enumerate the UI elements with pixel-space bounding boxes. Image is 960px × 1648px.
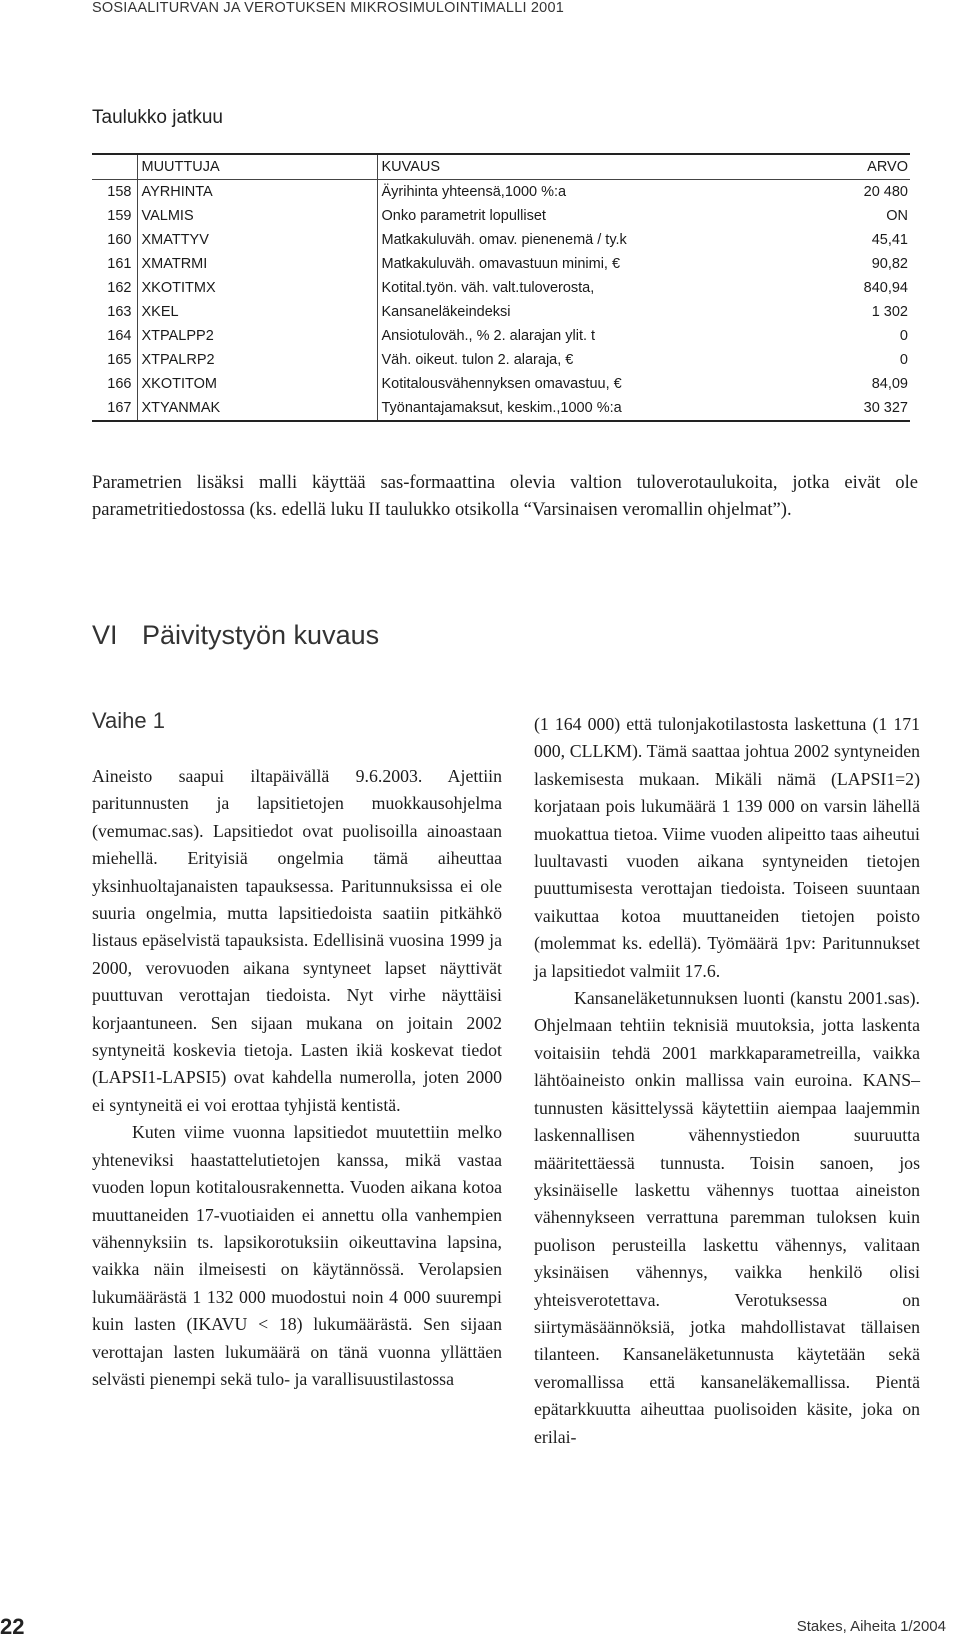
table-row <box>92 204 910 228</box>
body-paragraph: (1 164 000) että tulonjakotilastosta laskettuna (1 171 000, CLLKM). Tämä saattaa johtua 2002 syntyneiden laskemisesta mukaan. Mikäli nämä (LAPSI1=2) korjataan pois lukumäärä 1 139 000 on varsin lähellä muokattua tietoa. Viime vuoden alipeitto taas aiheutui luultavasti vuoden aikana syntyneiden tietojen puuttumisesta verottajan tiedoista. Toiseen suuntaan vaikuttaa kotoa muuttaneiden tietojen poisto (molemmat ks. edellä). Työmäärä 1pv: Paritunnukset ja lapsitiedot valmiit 17.6. <box>534 714 920 981</box>
row-description: Ansiotuloväh., % 2. alarajan ylit. t <box>377 324 795 348</box>
page-number: 22 <box>0 1614 25 1639</box>
table-header-row <box>92 154 910 180</box>
running-head: SOSIAALITURVAN JA VEROTUKSEN MIKROSIMULOINTIMALLI 2001 <box>92 0 564 16</box>
right-text-column <box>534 711 920 1451</box>
row-description: Kotital.työn. väh. valt.tuloverosta, <box>377 276 795 300</box>
row-value: 0 <box>899 352 908 368</box>
table-caption: Taulukko jatkuu <box>92 107 223 128</box>
table-row <box>92 228 910 252</box>
row-variable: XTYANMAK <box>137 396 377 421</box>
row-number: 161 <box>107 256 132 272</box>
row-value: 30 327 <box>795 396 910 421</box>
table-row <box>92 324 910 348</box>
row-value: 84,09 <box>871 376 908 392</box>
row-variable: XKOTITMX <box>137 276 377 300</box>
row-number: 158 <box>107 184 132 200</box>
row-number: 162 <box>107 280 132 296</box>
section-number: VI <box>92 620 118 650</box>
body-paragraph: Kuten viime vuonna lapsitiedot muutettiin melko yhteneviksi haastattelutietojen kanssa, mikä vastaa vuoden lopun kotitalousrakennetta. Vuoden aikana kotoa muuttaneiden 17-vuotiaiden ei annettu olla vanhempien vähennyksiin ts. lapsikorotuksiin oikeuttavina lapsina, vaikka näin ilmeisesti on käytännössä. Verolapsien lukumäärästä 1 132 000 muodostui noin 4 000 suurempi kuin lasten (IKAVU < 18) lukumäärästä. Sen sijaan verottajan lasten lukumäärä on tänä vuonna yllättäen selvästi pienempi sekä tulo- ja varallisuustilastossa <box>92 1122 502 1389</box>
row-description: Kotitalousvähennyksen omavastuu, € <box>377 372 795 396</box>
section-heading <box>92 620 379 651</box>
row-variable: VALMIS <box>137 204 377 228</box>
table-row <box>92 180 910 205</box>
row-number: 159 <box>107 208 132 224</box>
row-variable: XMATRMI <box>137 252 377 276</box>
row-value: 90,82 <box>871 256 908 272</box>
row-value: 840,94 <box>863 280 908 296</box>
table-row <box>92 300 910 324</box>
row-number: 164 <box>107 328 132 344</box>
row-description: Onko parametrit lopulliset <box>377 204 795 228</box>
row-description: Matkakuluväh. omav. pienenemä / ty.k <box>377 228 795 252</box>
row-value: 20 480 <box>863 184 908 200</box>
footer-source: Stakes, Aiheita 1/2004 <box>796 1618 946 1635</box>
row-description: Työnantajamaksut, keskim.,1000 %:a <box>377 396 795 421</box>
row-number: 160 <box>107 232 132 248</box>
row-variable: XTPALRP2 <box>137 348 377 372</box>
parameter-table <box>92 153 910 422</box>
table-row <box>92 252 910 276</box>
row-number: 167 <box>92 396 137 421</box>
table-row <box>92 372 910 396</box>
body-paragraph: Kansaneläketunnuksen luonti (kanstu 2001.sas). Ohjelmaan tehtiin teknisiä muutoksia, jotta laskenta voitaisiin tehdä 2001 markkaparametreilla, vaikka lähtöaineisto onkin mallissa vain euroina. KANS–tunnusten käsittelyssä käytettiin aiempaa laajemmin laskennallisen vähennystiedon suuruutta määritettäessä tunnusta. Toisin sanoen, jos yksinäiselle laskettu vähennys tuottaa aineiston vähennykseen verrattuna paremman tuloksen kuin puolison perusteilla laskettu vähennys, valitaan yksinäisen vähennys, vaikka henkilö olisi yhteisverotettava. Verotuksessa on siirtymäsäännöksiä, jotka mahdollistavat tällaisen tilanteen. Kansaneläketunnusta käytetään sekä veromallissa että kansaneläkemallissa. Pientä epätarkkuutta aiheuttaa puolisoiden käsite, joka on erilai- <box>534 988 920 1447</box>
table-row <box>92 396 910 421</box>
row-variable: XTPALPP2 <box>137 324 377 348</box>
row-description: Kansaneläkeindeksi <box>377 300 795 324</box>
section-title: Päivitystyön kuvaus <box>142 620 380 650</box>
header-variable: MUUTTUJA <box>137 154 377 180</box>
row-value: 0 <box>899 328 908 344</box>
row-variable: XKEL <box>137 300 377 324</box>
row-variable: XMATTYV <box>137 228 377 252</box>
row-description: Äyrihinta yhteensä,1000 %:a <box>377 180 795 205</box>
row-variable: AYRHINTA <box>137 180 377 205</box>
row-description: Väh. oikeut. tulon 2. alaraja, € <box>377 348 795 372</box>
header-description: KUVAUS <box>377 154 795 180</box>
table-row <box>92 276 910 300</box>
header-number <box>92 154 137 180</box>
left-text-column <box>92 763 502 1393</box>
row-number: 163 <box>107 304 132 320</box>
row-number: 166 <box>107 376 132 392</box>
row-value: 45,41 <box>871 232 908 248</box>
table-row <box>92 348 910 372</box>
row-number: 165 <box>107 352 132 368</box>
body-paragraph: Aineisto saapui iltapäivällä 9.6.2003. Ajettiin paritunnusten ja lapsitietojen muokkausohjelma (vemumac.sas). Lapsitiedot ovat puolisoilla ainoastaan miehellä. Erityisiä ongelmia tämä aiheuttaa yksinhuoltajanaisten tapauksessa. Paritunnuksissa ei ole suuria ongelmia, mutta lapsitiedoista saatiin pitkähkö listaus epäselvistä tapauksista. Edellisinä vuosina 1999 ja 2000, verovuoden aikana syntyneet lapset näyttivät puuttuvan verottajan tiedoista. Nyt virhe näyttäisi korjaantuneen. Sen sijaan mukana on joitain 2002 syntyneitä koskevia tietoja. Lasten ikiä koskevat tiedot (LAPSI1-LAPSI5) ovat kahdella numerolla, joten 2000 ei syntyneitä ei voi erottaa tyhjistä kentistä. <box>92 766 502 1115</box>
row-value: 1 302 <box>871 304 908 320</box>
row-description: Matkakuluväh. omavastuun minimi, € <box>377 252 795 276</box>
row-variable: XKOTITOM <box>137 372 377 396</box>
intro-paragraph: Parametrien lisäksi malli käyttää sas-formaattina olevia valtion tuloverotaulukoita, jotka eivät ole parametritiedostossa (ks. edellä luku II taulukko otsikolla “Varsinaisen veromallin ohjelmat”). <box>92 472 918 520</box>
header-value: ARVO <box>795 154 910 180</box>
subsection-heading: Vaihe 1 <box>92 708 165 733</box>
row-value: ON <box>886 208 908 224</box>
